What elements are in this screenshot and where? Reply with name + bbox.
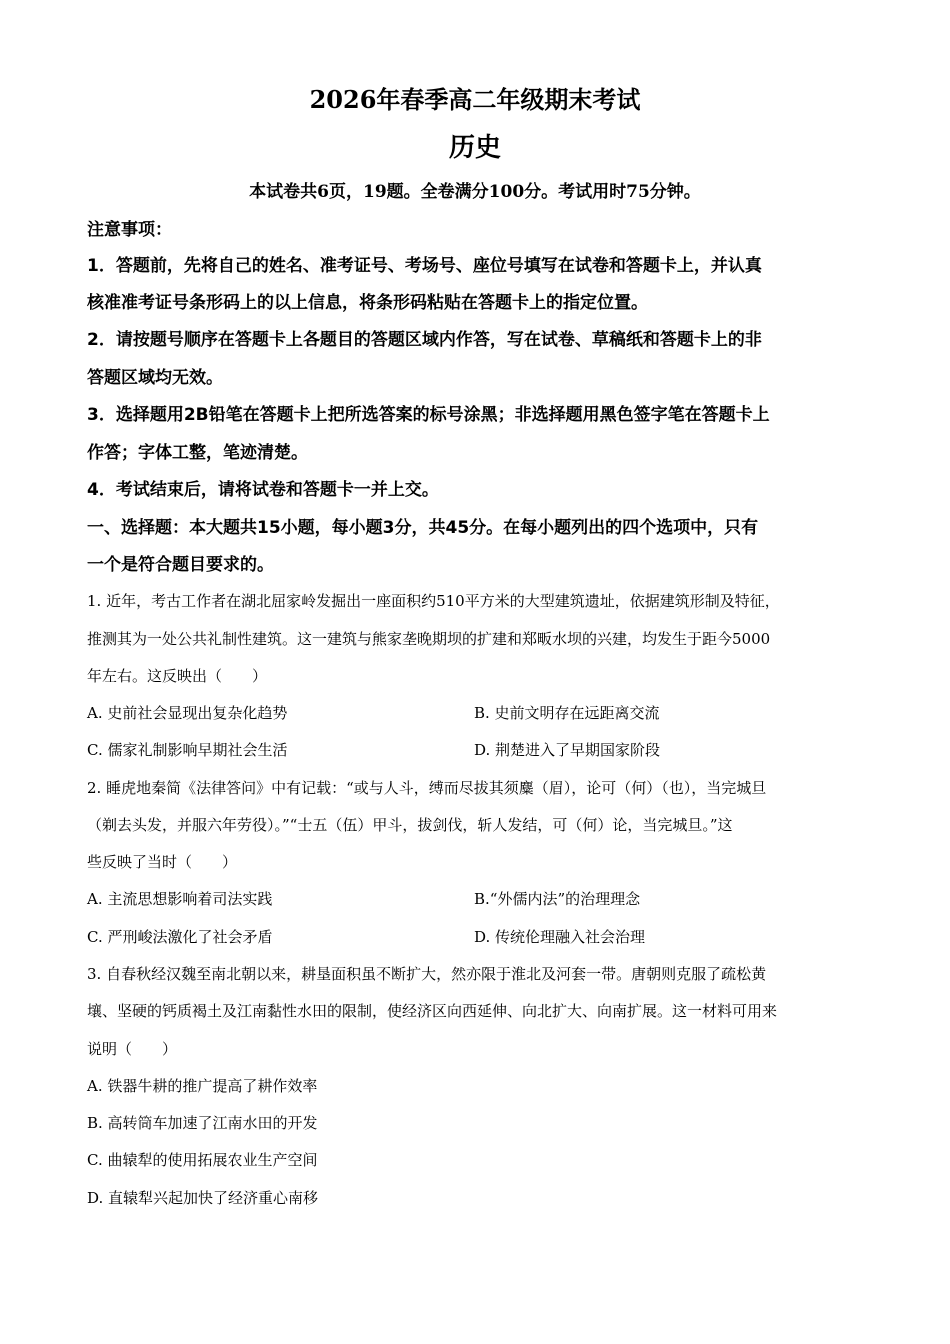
question-1-option-b: B. 史前文明存在远距离交流 bbox=[474, 704, 660, 722]
question-1-line: 年左右。这反映出（ ） bbox=[87, 667, 268, 685]
question-3-option-a: A. 铁器牛耕的推广提高了耕作效率 bbox=[87, 1077, 318, 1095]
notice-line: 作答；字体工整，笔迹清楚。 bbox=[87, 443, 308, 463]
section-heading: 一个是符合题目要求的。 bbox=[87, 555, 274, 575]
notice-line: 3．选择题用2B铅笔在答题卡上把所选答案的标号涂黑；非选择题用黑色签字笔在答题卡上 bbox=[87, 405, 770, 425]
question-1-option-d: D. 荆楚进入了早期国家阶段 bbox=[474, 741, 661, 759]
question-2-option-a: A. 主流思想影响着司法实践 bbox=[87, 890, 273, 908]
question-3-option-b: B. 高转筒车加速了江南水田的开发 bbox=[87, 1114, 318, 1132]
section-heading: 一、选择题：本大题共15小题，每小题3分，共45分。在每小题列出的四个选项中，只有 bbox=[87, 518, 759, 538]
question-3-line: 3. 自春秋经汉魏至南北朝以来，耕垦面积虽不断扩大，然亦限于淮北及河套一带。唐朝则克服了疏松黄 bbox=[87, 965, 767, 983]
exam-title: 2026年春季高二年级期末考试 bbox=[309, 85, 641, 114]
exam-info: 本试卷共6页，19题。全卷满分100分。考试用时75分钟。 bbox=[249, 182, 701, 202]
question-1-line: 1. 近年，考古工作者在湖北屈家岭发掘出一座面积约510平方米的大型建筑遗址，依据建筑形制及特征， bbox=[87, 592, 780, 610]
question-3-line: 说明（ ） bbox=[87, 1040, 178, 1058]
notice-line: 核准准考证号条形码上的以上信息，将条形码粘贴在答题卡上的指定位置。 bbox=[87, 293, 648, 313]
question-2-line: 些反映了当时（ ） bbox=[87, 853, 238, 871]
question-3-line: 壤、坚硬的钙质褐土及江南黏性水田的限制，使经济区向西延伸、向北扩大、向南扩展。这一材料可用来 bbox=[87, 1002, 778, 1020]
notice-line: 答题区域均无效。 bbox=[87, 368, 223, 388]
notice-heading: 注意事项： bbox=[87, 220, 172, 240]
notice-line: 4．考试结束后，请将试卷和答题卡一并上交。 bbox=[87, 480, 439, 500]
question-2-line: （剃去头发，并服六年劳役）。”“士五（伍）甲斗，拔剑伐，斩人发结，可（何）论，当完城旦。”这 bbox=[87, 816, 733, 834]
question-2-option-d: D. 传统伦理融入社会治理 bbox=[474, 928, 646, 946]
question-3-option-c: C. 曲辕犁的使用拓展农业生产空间 bbox=[87, 1151, 318, 1169]
question-2-option-b: B.“外儒内法”的治理理念 bbox=[474, 890, 641, 908]
question-2-line: 2. 睡虎地秦简《法律答问》中有记载：“或与人斗，缚而尽拔其须麋（眉），论可（何）（也），当完城旦 bbox=[87, 779, 767, 797]
subject-title: 历史 bbox=[448, 133, 501, 163]
question-1-option-a: A. 史前社会显现出复杂化趋势 bbox=[87, 704, 288, 722]
question-1-line: 推测其为一处公共礼制性建筑。这一建筑与熊家垄晚期坝的扩建和郑畈水坝的兴建，均发生于距今5000 bbox=[87, 630, 771, 648]
notice-line: 2．请按题号顺序在答题卡上各题目的答题区域内作答，写在试卷、草稿纸和答题卡上的非 bbox=[87, 330, 762, 350]
question-2-option-c: C. 严刑峻法激化了社会矛盾 bbox=[87, 928, 273, 946]
question-1-option-c: C. 儒家礼制影响早期社会生活 bbox=[87, 741, 288, 759]
notice-line: 1．答题前，先将自己的姓名、准考证号、考场号、座位号填写在试卷和答题卡上，并认真 bbox=[87, 256, 762, 276]
question-3-option-d: D. 直辕犁兴起加快了经济重心南移 bbox=[87, 1189, 319, 1207]
